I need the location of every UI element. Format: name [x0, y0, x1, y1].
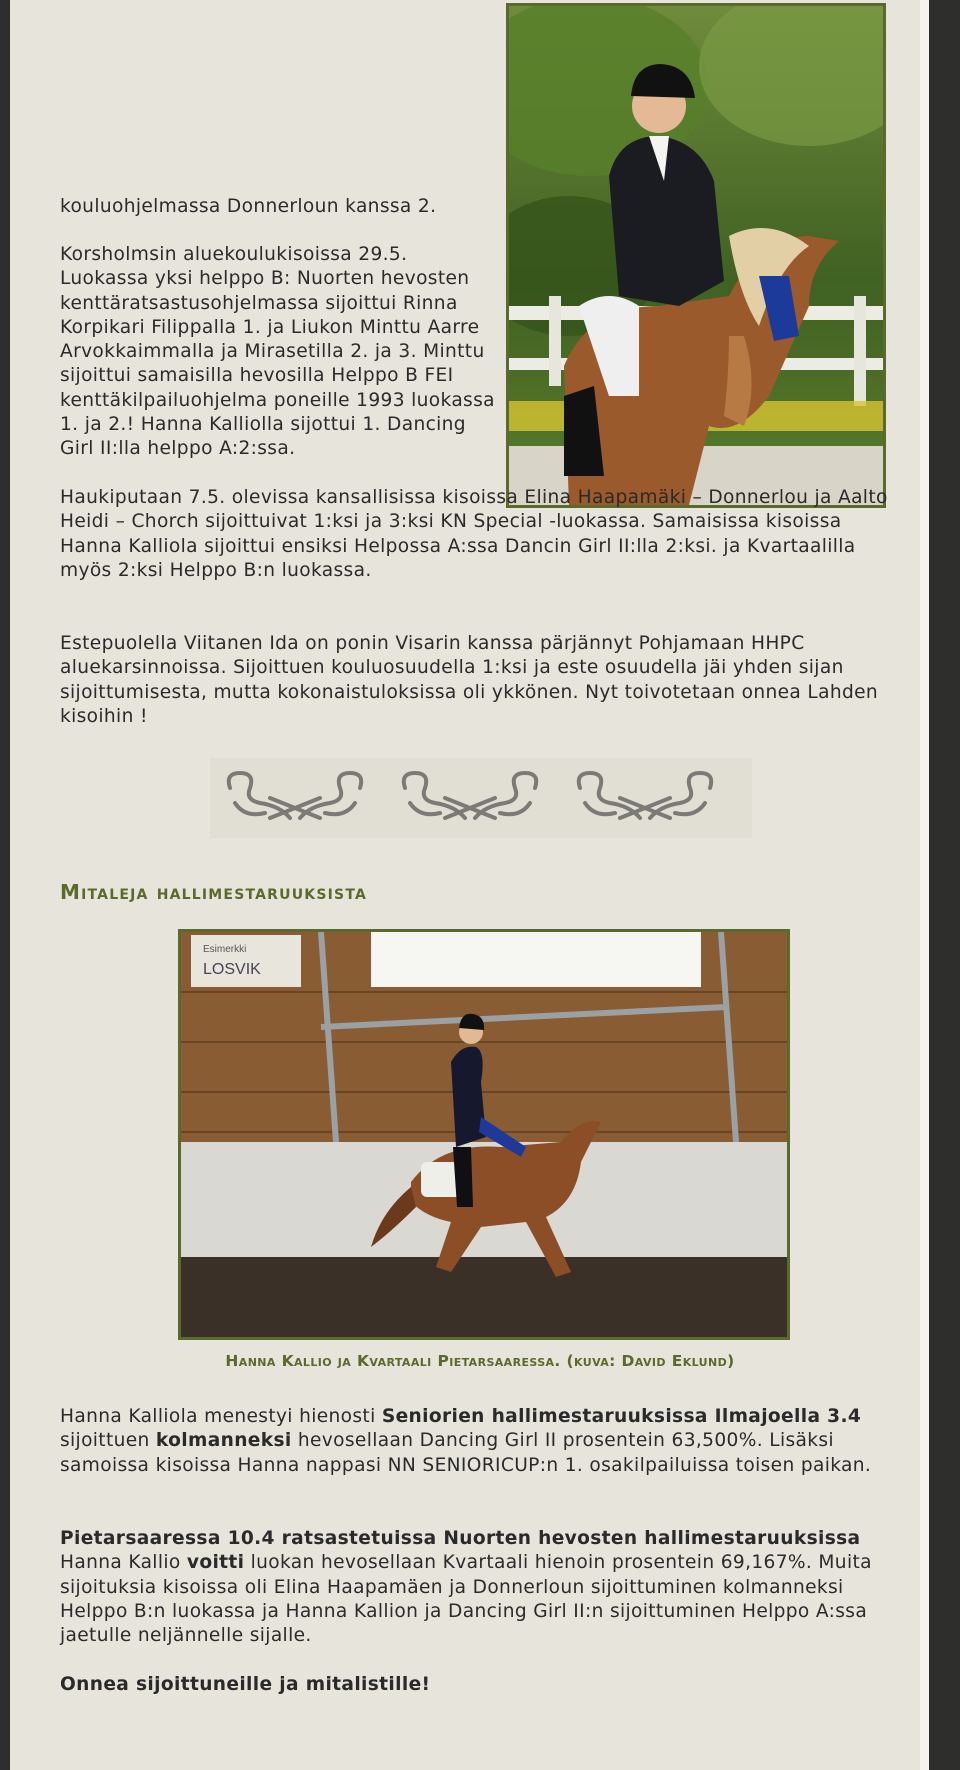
arena-sign-line-2: LOSVIK	[203, 961, 261, 978]
p6-text-b: Hanna Kallio	[60, 1552, 187, 1574]
paragraph-3	[60, 486, 900, 583]
decorative-divider	[210, 758, 752, 838]
paragraph-4: Estepuolella Viitanen Ida on ponin Visarin kanssa pärjännyt Pohjamaan HHPC aluekarsinnoissa. Sijoittuen kouluosuudella 1:ksi ja este osuudella jäi yhden sijan sijoittumisesta, mutta kokonaistuloksissa oli ykkönen. Nyt toivotetaan onnea Lahden kisoihin !	[60, 633, 879, 727]
page-right-strip	[920, 0, 929, 1770]
closing-line: Onnea sijoittuneille ja mitalistille!	[60, 1674, 431, 1695]
p5-text-c: sijoittuen	[60, 1430, 156, 1452]
arena-sign-line-1: Esimerkki	[203, 944, 247, 955]
paragraph-2: Korsholmsin aluekoulukisoissa 29.5. Luokassa yksi helppo B: Nuorten hevosten kenttäratsastusohjelmassa sijoittui Rinna Korpikari Filippalla 1. ja Liukon Minttu Aarre Arvokkaimmalla ja Mirasetilla 2. ja 3. Minttu sijoittui samaisilla hevosilla Helppo B FEI kenttäkilpailuohjelma poneille 1993 luokassa 1. ja 2.! Hanna Kalliolla sijottui 1. Dancing Girl II:lla helppo A:2:ssa.	[60, 244, 495, 460]
p5-text-a: Hanna Kalliola menestyi hienosti	[60, 1406, 382, 1427]
indoor-arena-photo[interactable]	[178, 929, 790, 1340]
p6-bold-c: voitti	[186, 1552, 245, 1574]
photo-caption: Hanna Kallio ja Kvartaali Pietarsaaressa. (kuva: David Eklund)	[225, 1352, 735, 1370]
paragraph-1: kouluohjelmassa Donnerloun kanssa 2.	[60, 196, 437, 217]
paragraph-6	[60, 1527, 900, 1648]
p5-bold-d: kolmanneksi	[155, 1430, 292, 1452]
section-heading: Mitaleja hallimestaruuksista	[60, 880, 368, 904]
p5-text-e: hevosellaan Dancing Girl II prosentein 63,500%. Lisäksi samoissa kisoissa Hanna nappasi NN SENIORICUP:n 1. osakilpailuissa toisen paikan.	[60, 1430, 872, 1476]
p6-text-d: luokan hevosellaan Kvartaali hienoin prosentein 69,167%. Muita sijoituksia kisoissa oli Elina Haapamäen ja Donnerloun sijoittuminen kolmanneksi Helppo B:n luokassa ja Hanna Kallion ja Dancing Girl II:n sijoittuminen Helppo A:ssa jaetulle neljännelle sijalle.	[60, 1552, 872, 1647]
paragraph-3-text: Haukiputaan 7.5. olevissa kansallisissa kisoissa Elina Haapamäki – Donnerlou ja Aalto Heidi – Chorch sijoittuivat 1:ksi ja 3:ksi KN Special -luokassa. Samaisissa kisoissa Hanna Kalliola sijoittui ensiksi Helpossa A:ssa Dancin Girl II:lla 2:ksi. ja Kvartaalilla myös 2:ksi Helppo B:n luokassa.	[60, 487, 888, 581]
p6-bold-a: Pietarsaaressa 10.4 ratsastetuissa Nuorten hevosten hallimestaruuksissa	[60, 1528, 861, 1549]
rider-portrait-photo[interactable]	[506, 3, 886, 508]
p5-bold-b: Seniorien hallimestaruuksissa Ilmajoella 3.4	[381, 1406, 862, 1427]
paragraph-5	[60, 1405, 900, 1478]
